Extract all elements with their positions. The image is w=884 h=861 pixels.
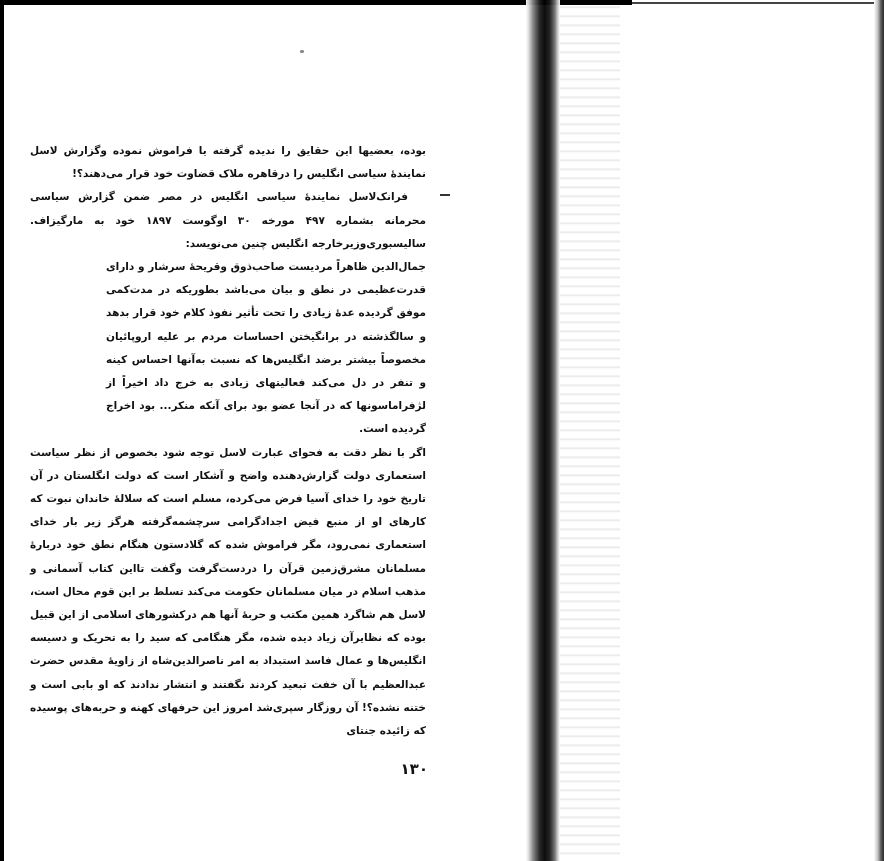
book-spine-shadow [526,0,560,861]
paragraph-lascelles-report: فرانک‌لاسل نمایندهٔ سیاسی انگلیس در مصر ضمن گزارش سیاسی محرمانه بشماره ۴۹۷ مورخه ۳۰ اوگوست ۱۸۹۷ خود به مارگیزاف. سالیسبوری‌وزیرخارجه انگلیس چنین می‌نویسد: [30,191,426,250]
paragraph-continuation: بوده، بعضیها این حقایق را ندیده گرفته یا فراموش نموده وگزارش لاسل نمایندهٔ سیاسی انگلیس را درقاهره ملاک قضاوت خود قرار می‌دهند؟! [30,145,426,181]
margin-mark [440,194,450,196]
scan-border-top-thin [632,2,884,4]
paragraph-analysis: اگر با نظر دقت به فحوای عبارت لاسل توجه شود بخصوص از نظر سیاست استعماری دولت گزارش‌دهنده واضح و آشکار است که دولت انگلستان در آن تاریخ خود را خدای آسیا فرض می‌کرده، مسلم است که سلالهٔ خاندان نبوت که کارهای او از منبع فیض اجدادگرامی سرچشمه‌گرفته هرگز زیر بار خدای استعماری نمی‌رود، مگر فراموش شده که گلادستون هنگام نطق خود دربارهٔ مسلمانان مشرق‌زمین قرآن را دردست‌گرفت وگفت تااین کتاب آسمانی و مذهب اسلام در میان مسلمانان حکومت می‌کند تسلط بر این قوم محال است، لاسل هم شاگرد همین مکتب و حربهٔ آنها هم درکشورهای اسلامی از این قبیل بوده که نظایرآن زیاد دیده شده، مگر هنگامی که سید را به تحریک و دسیسه انگلیس‌ها و عمال فاسد استبداد به امر ناصرالدین‌شاه از زاویهٔ مقدس حضرت عبدالعظیم با آن خفت تبعید کردند نگفتند و انتشار ندادند که او بابی است و ختنه نشده؟! آن روزگار سپری‌شد امروز این حرفهای کهنه و حربه‌های پوسیده که زائیده جنتای [30,446,426,738]
scan-border-right [874,0,884,861]
book-spine-texture [560,0,620,861]
page-number: ۱۳۰ [400,760,428,778]
ink-speck [300,50,304,53]
scan-border-left [0,0,4,861]
page-text [30,140,426,743]
block-quote: جمال‌الدین ظاهراً مردیست صاحب‌ذوق وقریحهٔ سرشار و دارای قدرت‌عظیمی در نطق و بیان می‌باشد بطوریکه در مدت‌کمی موفق گردیده عدهٔ زیادی را تحت تأثیر نفوذ کلام خود قرار بدهد و سالگذشته در برانگیختن احساسات مردم بر علیه اروپائیان مخصوصاً بیشتر برضد انگلیس‌ها که نسبت به‌آنها احساس کینه و تنفر در دل می‌کند فعالیتهای زیادی به خرج داد اخیراً از لژفراماسونها که در آنجا عضو بود برای آنکه منکر... بود اخراج گردیده است. [106,261,426,436]
